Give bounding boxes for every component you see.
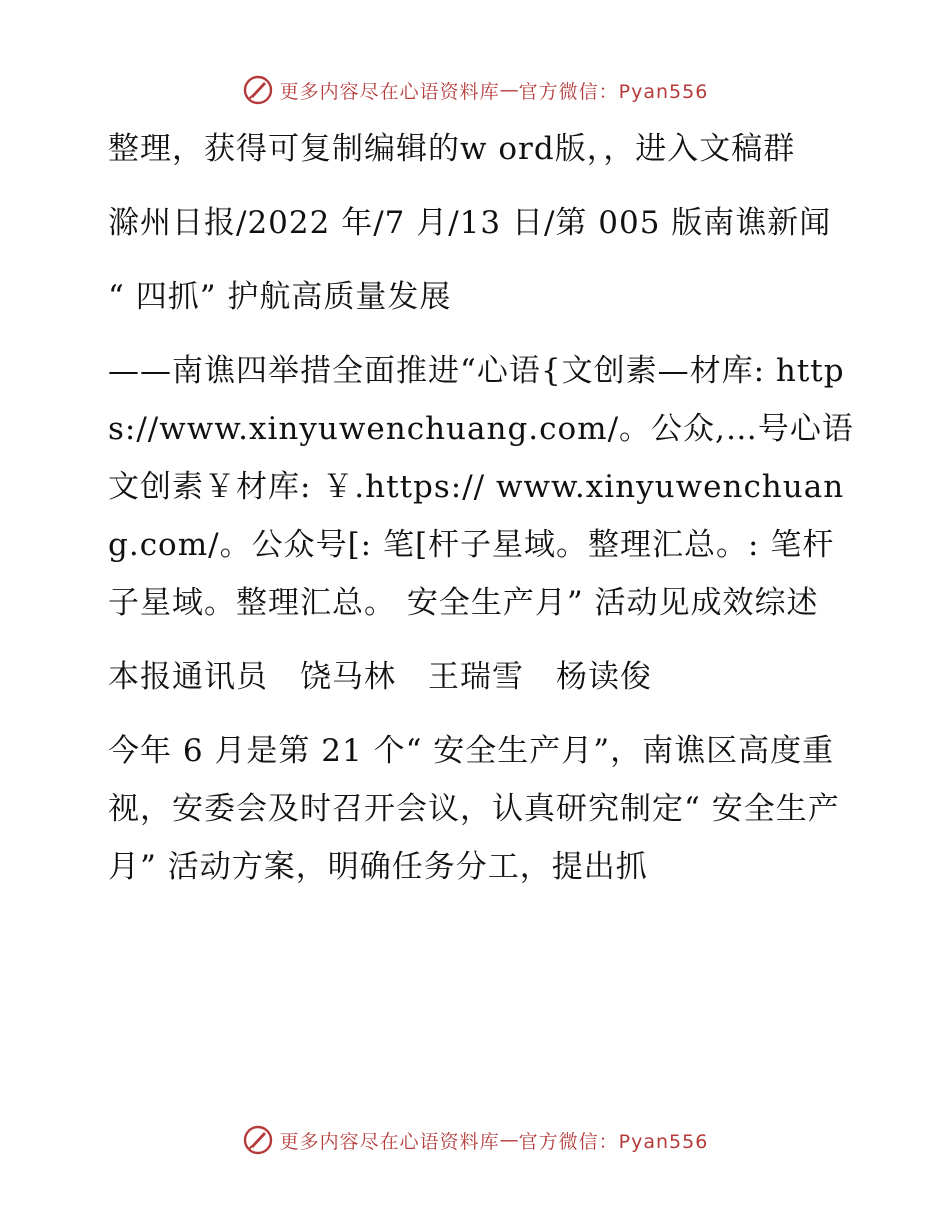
watermark-header-inner: [242, 74, 709, 106]
watermark-footer-separator: —: [499, 1129, 519, 1151]
watermark-footer-inner: [242, 1124, 709, 1156]
watermark-header-separator: —: [499, 79, 519, 101]
paragraph-body: 今年 6 月是第 21 个“ 安全生产月”，南谯区高度重视，安委会及时召开会议，认真研究制定“ 安全生产月” 活动方案，明确任务分工，提出抓: [108, 733, 840, 885]
quill-logo-icon: [242, 1124, 274, 1156]
watermark-header-wechat: 官方微信：Pyan556: [518, 80, 709, 103]
document-body: [98, 120, 858, 912]
watermark-footer-wechat: 官方微信：Pyan556: [518, 1130, 709, 1153]
paragraph-headline: “ 四抓” 护航高质量发展: [108, 279, 452, 315]
quill-logo-icon: [242, 74, 274, 106]
paragraph-source: 滁州日报/2022 年/7 月/13 日/第 005 版南谯新闻: [108, 205, 832, 241]
watermark-header-text: 更多内容尽在心语资料库: [279, 80, 500, 103]
paragraph-intro: 整理，获得可复制编辑的w ord版，，进入文稿群: [108, 131, 796, 167]
paragraph-subheadline: ——南谯四举措全面推进“心语{文创素—材库: https://www.xinyuwenchuang.com/。公众,…号心语文创素￥材库: ￥.https:// www.xinyuwenchuang.com/。公众号[: 笔[杆子星域。整理汇总。: 笔杆子星域。整理汇总。 安全生产月” 活动见成效综述: [108, 353, 854, 621]
watermark-header: [0, 70, 950, 110]
paragraph-byline: 本报通讯员 饶马林 王瑞雪 杨读俊: [108, 659, 652, 695]
watermark-footer-text: 更多内容尽在心语资料库: [279, 1130, 500, 1153]
watermark-footer: [0, 1120, 950, 1160]
